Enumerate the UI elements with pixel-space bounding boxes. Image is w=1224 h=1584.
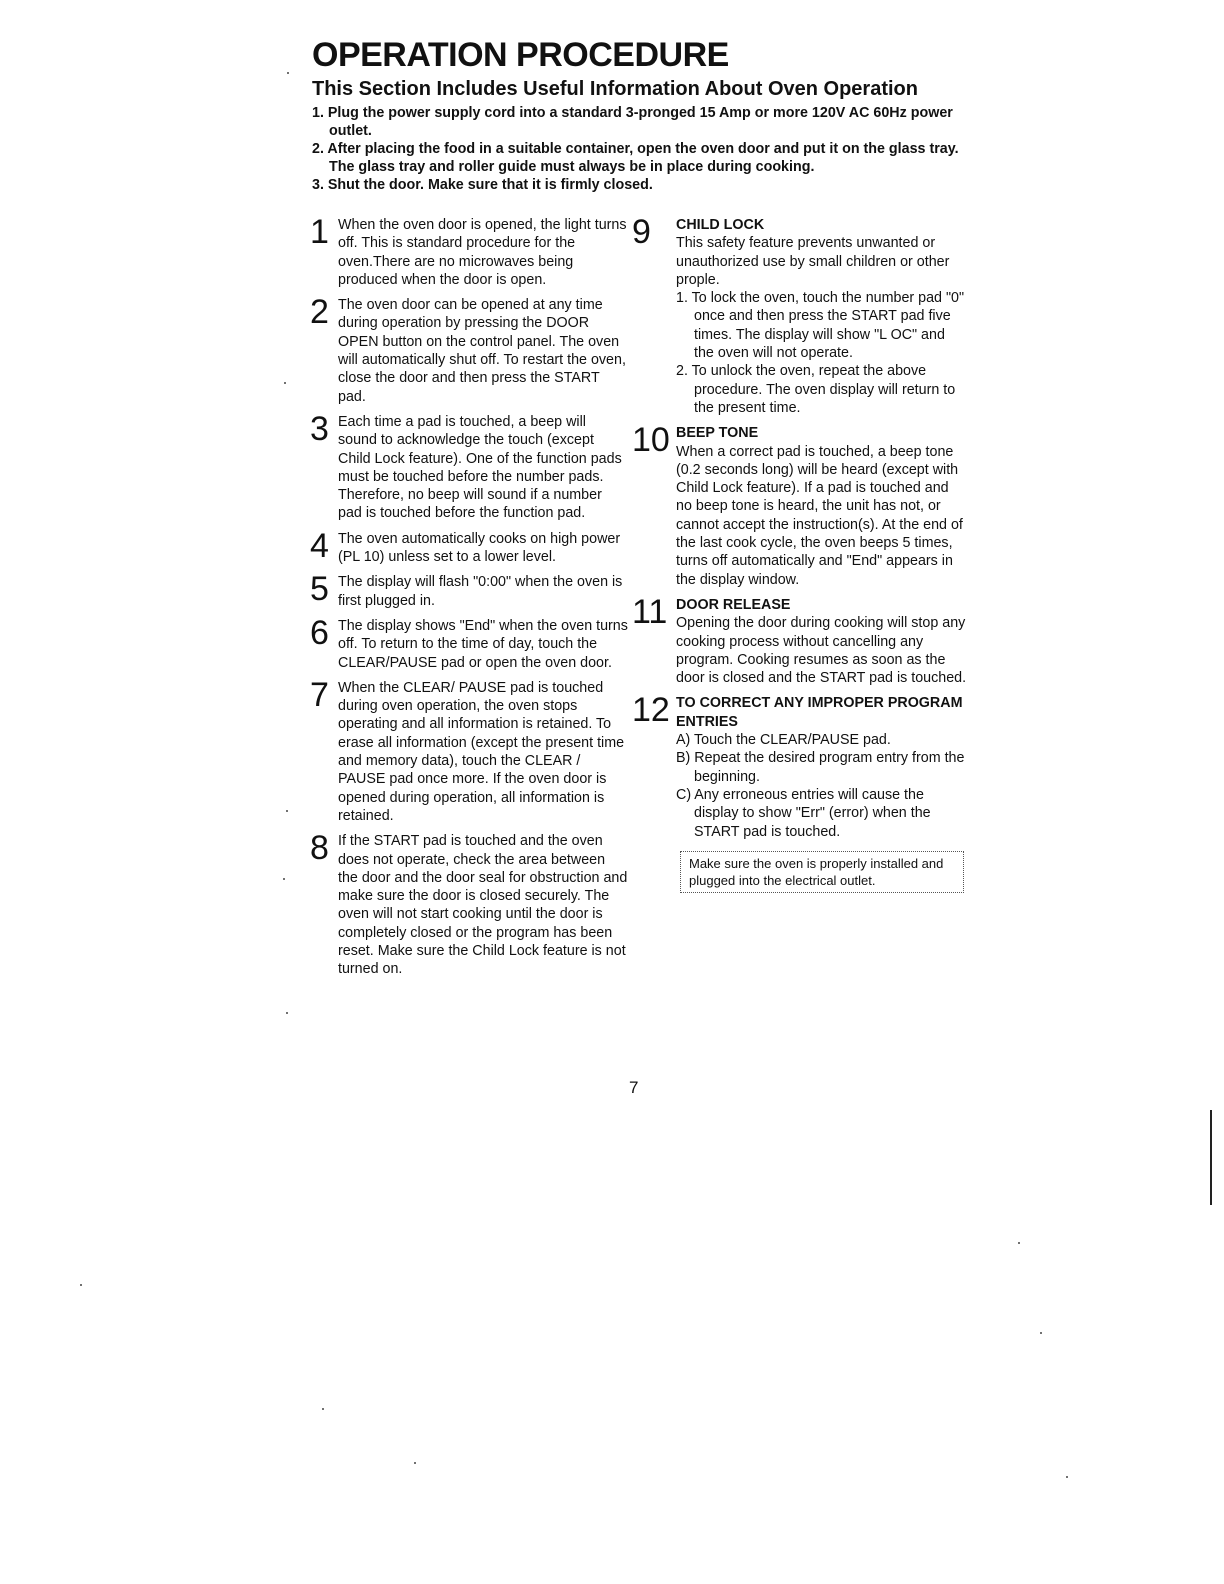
note-number: 8 <box>310 829 329 868</box>
note-text: The oven automatically cooks on high power (PL 10) unless set to a lower level. <box>338 530 621 566</box>
note-text: The display will flash "0:00" when the oven is first plugged in. <box>338 574 623 609</box>
page-number: 7 <box>629 1078 639 1097</box>
child-lock-text: This safety feature prevents unwanted or unauthorized use by small children or other prople. <box>676 235 950 288</box>
correct-entries-steps <box>676 731 967 841</box>
right-column <box>632 215 967 893</box>
note-number: 10 <box>632 421 670 460</box>
correct-entries-step-b: B) Repeat the desired program entry from the beginning. <box>676 750 965 785</box>
note-number: 3 <box>310 409 329 448</box>
correct-entries-title: TO CORRECT ANY IMPROPER PROGRAM ENTRIES <box>676 695 963 730</box>
note-number: 7 <box>310 675 329 714</box>
note-text: The display shows "End" when the oven turns off. To return to the time of day, touch the CLEAR/PAUSE pad or open the oven door. <box>338 617 628 671</box>
intro-step-3: 3. Shut the door. Make sure that it is firmly closed. <box>312 177 653 193</box>
scan-speck <box>1018 1242 1020 1244</box>
page-title: OPERATION PROCEDURE <box>312 36 729 74</box>
note-item <box>310 572 628 610</box>
beep-tone-title: BEEP TONE <box>676 425 759 442</box>
note-number: 9 <box>632 213 651 251</box>
scan-speck <box>283 878 285 880</box>
note-number: 1 <box>310 213 329 251</box>
note-number: 2 <box>310 293 329 332</box>
note-text: If the START pad is touched and the oven does not operate, check the area between the door and the door seal for obstruction and make sure the door is closed securely. The oven will not start cooking until the door is completely closed or the program has been reset. Make sure the Child Lock feature is not turned on. <box>338 833 628 978</box>
scan-speck <box>1066 1476 1068 1478</box>
scan-speck <box>414 1462 416 1464</box>
note-text: When the oven door is opened, the light turns off. This is standard procedure for the oven.There are no microwaves being produced when the door is open. <box>338 217 627 288</box>
note-item <box>310 675 628 825</box>
correct-entries-step-c: C) Any erroneous entries will cause the display to show "Err" (error) when the START pad is touched. <box>676 786 931 840</box>
note-item <box>310 613 628 672</box>
door-release-section <box>632 592 967 687</box>
scan-speck <box>286 1012 288 1014</box>
intro-step-2: 2. After placing the food in a suitable container, open the oven door and put it on the glass tray. The glass tray and roller guide must always be in place during cooking. <box>312 141 959 175</box>
child-lock-step-1: 1. To lock the oven, touch the number pad "0" once and then press the START pad five times. The display will show "L OC" and the oven will not operate. <box>676 290 965 362</box>
note-number: 11 <box>632 592 668 631</box>
door-release-title: DOOR RELEASE <box>676 596 791 613</box>
scan-speck <box>287 72 289 74</box>
child-lock-title: CHILD LOCK <box>676 217 765 233</box>
note-number: 6 <box>310 613 329 652</box>
note-item <box>310 409 628 523</box>
section-subtitle: This Section Includes Useful Information About Oven Operation <box>312 78 918 100</box>
correct-entries-step-a: A) Touch the CLEAR/PAUSE pad. <box>676 732 891 749</box>
note-text: The oven door can be opened at any time during operation by pressing the DOOR OPEN button on the control panel. The oven will automatically shut off. To restart the oven, close the door and then press the START pad. <box>338 297 626 405</box>
child-lock-section <box>632 215 967 417</box>
note-item <box>310 295 628 406</box>
note-item <box>310 526 628 567</box>
left-column <box>310 215 628 985</box>
note-text: When the CLEAR/ PAUSE pad is touched during oven operation, the oven stops operating and all information is retained. To erase all information (except the present time and memory data), touch the CLEAR / PAUSE pad once more. If the oven door is opened during operation, all information is retained. <box>338 679 625 824</box>
scan-edge-line <box>1210 1110 1212 1205</box>
note-number: 5 <box>310 570 329 609</box>
note-text: Each time a pad is touched, a beep will sound to acknowledge the touch (except Child Lock feature). One of the function pads must be touched before the number pads. Therefore, no beep will sound if a number pad is touched before the function pad. <box>338 413 622 522</box>
note-number: 12 <box>632 691 670 730</box>
door-release-text: Opening the door during cooking will stop any cooking process without cancelling any program. Cooking resumes as soon as the door is closed and the START pad is touched. <box>676 615 967 687</box>
child-lock-steps <box>676 289 967 417</box>
scan-speck <box>286 810 288 812</box>
scan-speck <box>322 1408 324 1410</box>
correct-entries-section <box>632 693 967 840</box>
scan-speck <box>284 382 286 384</box>
intro-step-1: 1. Plug the power supply cord into a standard 3-pronged 15 Amp or more 120V AC 60Hz power outlet. <box>312 105 953 139</box>
child-lock-step-2: 2. To unlock the oven, repeat the above procedure. The oven display will return to the present time. <box>676 363 956 416</box>
install-notice: Make sure the oven is properly installed and plugged into the electrical outlet. <box>680 851 964 893</box>
note-item <box>310 831 628 978</box>
scan-speck <box>1040 1332 1042 1334</box>
note-number: 4 <box>310 526 329 565</box>
beep-tone-text: When a correct pad is touched, a beep tone (0.2 seconds long) will be heard (except with Child Lock feature). If a pad is touched and no beep tone is heard, the unit has not, or cannot accept the instruction(s). At the end of the last cook cycle, the oven beeps 5 times, turns off automatically and "End" appears in the display window. <box>676 443 963 588</box>
note-item <box>310 215 628 289</box>
scan-speck <box>80 1284 82 1286</box>
beep-tone-section <box>632 423 967 589</box>
intro-steps <box>312 104 980 194</box>
